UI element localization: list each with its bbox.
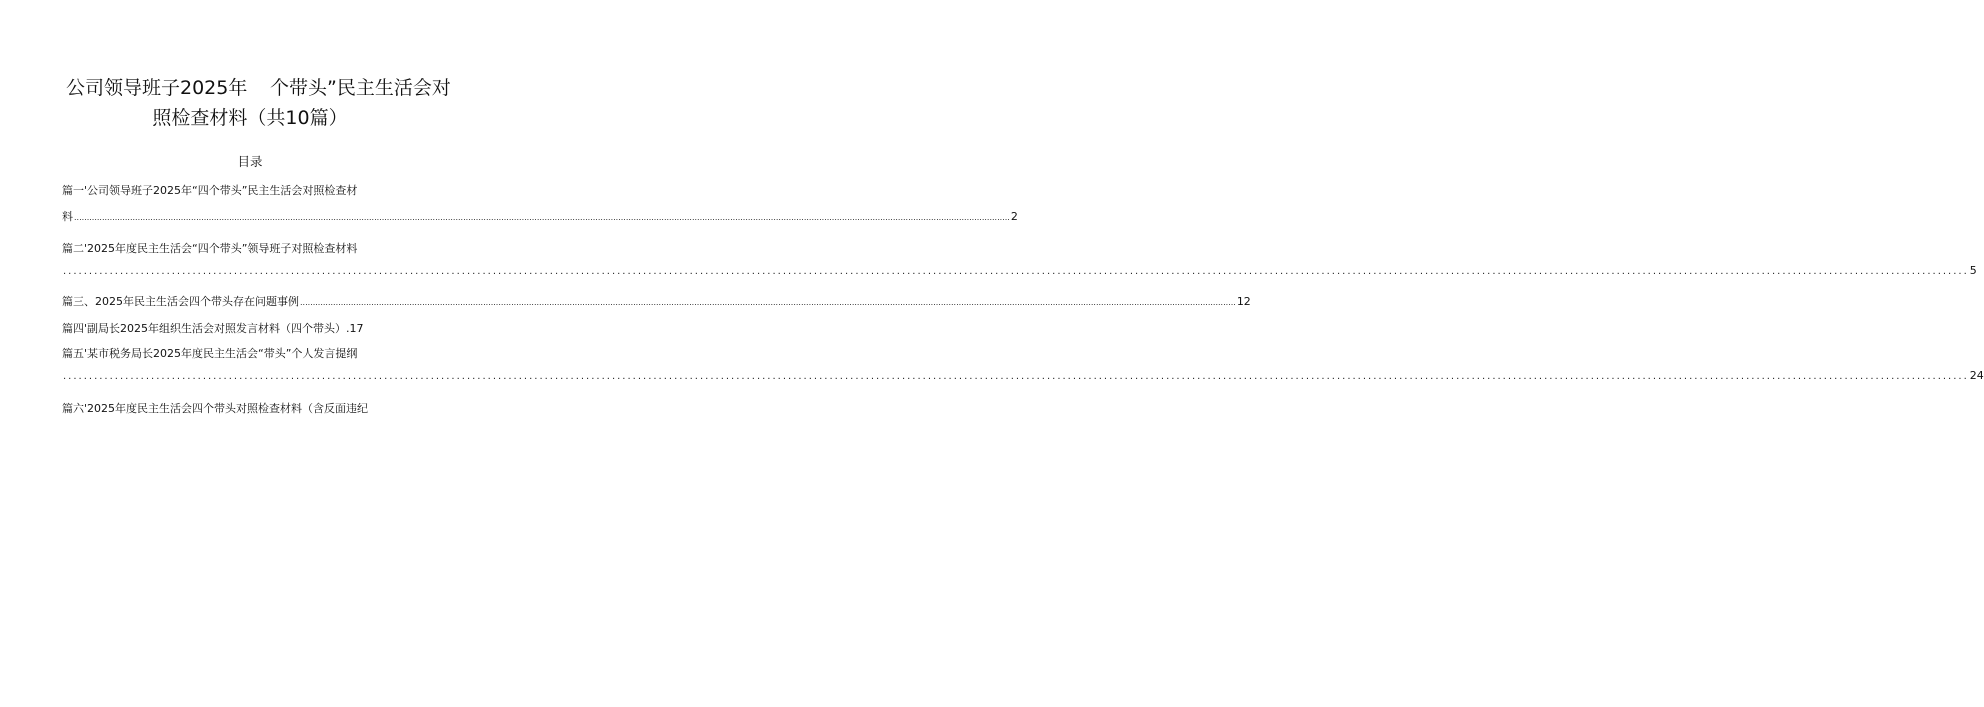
toc-entry-2-page: 5 (1969, 264, 1977, 277)
toc-entry-1-page: 2 (1010, 210, 1018, 223)
toc-entry-2[interactable] (62, 240, 1977, 280)
toc-entry-3-page: 12 (1236, 295, 1251, 308)
title-line-1-part-1: 公司领导班子2025年 (66, 77, 248, 99)
toc-entry-1-title: 篇一'公司领导班子2025年“四个带头”民主生活会对照检查材 (62, 184, 358, 197)
title-line-2: 照检查材料（共10篇） (152, 107, 348, 129)
toc-entry-6-title: 篇六'2025年度民主生活会四个带头对照检查材料（含反面违纪 (62, 402, 369, 415)
toc-entry-5-page: 24 (1969, 369, 1984, 382)
toc-entry-1[interactable] (62, 182, 1018, 224)
toc-entry-6[interactable] (62, 400, 446, 416)
toc-entry-2-title: 篇二'2025年度民主生活会“四个带头”领导班子对照检查材料 (62, 242, 358, 255)
toc-entry-3-title: 篇三、2025年民主生活会四个带头存在问题事例 (62, 295, 299, 308)
toc-entry-5[interactable] (62, 345, 1984, 385)
toc-entry-5-leader: ................................................................................................................................................................................................................................................................................................................................................................................ (63, 371, 1969, 382)
toc-entry-4-title: 篇四'副局长2025年组织生活会对照发言材料（四个带头）. (62, 322, 350, 335)
toc-entry-4-page: 17 (349, 322, 364, 335)
toc-entry-1-title-cont: 料 (62, 210, 73, 223)
toc-entry-5-title: 篇五'某市税务局长2025年度民主生活会“带头”个人发言提纲 (62, 347, 358, 360)
toc-heading: 目录 (237, 154, 263, 169)
toc-entry-4[interactable] (62, 320, 446, 336)
toc-entry-1-leader: ................................................................................................................................................................................................................................................................................................................................................................................ (74, 213, 1010, 222)
toc-entry-2-leader: ................................................................................................................................................................................................................................................................................................................................................................................ (63, 266, 1969, 277)
title-line-1-part-2: 个带头”民主生活会对 (270, 77, 451, 99)
toc-entry-3[interactable] (62, 293, 1251, 309)
toc-entry-3-leader: ................................................................................................................................................................................................................................................................................................................................................................................ (300, 298, 1236, 307)
